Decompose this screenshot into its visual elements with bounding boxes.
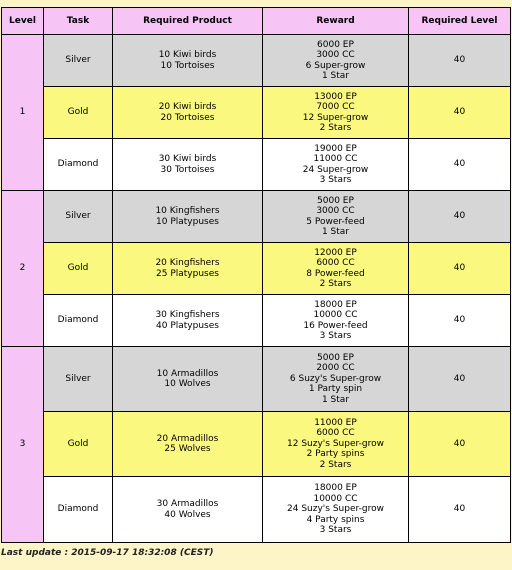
quest-table xyxy=(1,7,511,543)
cell-line: 40 Wolves xyxy=(164,509,211,520)
reward-cell xyxy=(263,347,409,412)
cell-line: 2 Party spins xyxy=(306,449,365,460)
task-cell: Gold xyxy=(44,412,113,477)
cell-line: 18000 EP xyxy=(314,299,357,310)
table-row xyxy=(2,243,511,295)
cell-line: 10 Tortoises xyxy=(160,60,215,71)
cell-line: 3000 CC xyxy=(316,50,355,60)
required-level-cell: 40 xyxy=(409,243,511,295)
cell-line: 11000 EP xyxy=(314,417,357,428)
cell-line: 6000 EP xyxy=(317,39,354,50)
cell-line: 3000 CC xyxy=(316,206,355,216)
header-reward: Reward xyxy=(263,8,409,35)
required-product-cell xyxy=(113,295,263,347)
table-row xyxy=(2,139,511,191)
cell-line: 11000 CC xyxy=(313,154,358,164)
table-row xyxy=(2,477,511,543)
table-row xyxy=(2,191,511,243)
header-level: Level xyxy=(2,8,44,35)
reward-cell xyxy=(263,477,409,543)
cell-line: 10 Kiwi birds xyxy=(158,50,217,60)
cell-line: 20 Kingfishers xyxy=(155,258,220,268)
cell-line: 20 Tortoises xyxy=(160,112,215,123)
required-level-cell: 40 xyxy=(409,87,511,139)
reward-cell xyxy=(263,139,409,191)
cell-line: 30 Kingfishers xyxy=(155,310,220,320)
cell-line: 10 Wolves xyxy=(164,379,211,389)
cell-line: 3 Stars xyxy=(319,525,352,536)
cell-line: 12000 EP xyxy=(314,247,357,258)
task-cell: Gold xyxy=(44,87,113,139)
required-level-cell: 40 xyxy=(409,477,511,543)
reward-cell xyxy=(263,243,409,295)
required-product-cell xyxy=(113,191,263,243)
required-product-cell xyxy=(113,87,263,139)
reward-cell xyxy=(263,412,409,477)
task-cell: Diamond xyxy=(44,477,113,543)
cell-line: 20 Kiwi birds xyxy=(158,102,217,112)
cell-line: 10000 CC xyxy=(313,493,358,504)
task-cell: Diamond xyxy=(44,139,113,191)
cell-line: 13000 EP xyxy=(314,91,357,102)
table-row xyxy=(2,295,511,347)
cell-line: 30 Tortoises xyxy=(160,164,215,175)
required-level-cell: 40 xyxy=(409,139,511,191)
cell-line: 6 Super-grow xyxy=(305,60,366,71)
header-required-level: Required Level xyxy=(409,8,511,35)
required-level-cell: 40 xyxy=(409,191,511,243)
task-cell: Gold xyxy=(44,243,113,295)
header-task: Task xyxy=(44,8,113,35)
task-cell: Silver xyxy=(44,191,113,243)
table-row xyxy=(2,87,511,139)
cell-line: 1 Star xyxy=(321,227,350,237)
reward-cell xyxy=(263,295,409,347)
reward-cell xyxy=(263,87,409,139)
cell-line: 6 Suzy's Super-grow xyxy=(289,373,382,384)
cell-line: 30 Armadillos xyxy=(156,499,219,509)
task-cell: Silver xyxy=(44,35,113,87)
required-level-cell: 40 xyxy=(409,412,511,477)
cell-line: 1 Star xyxy=(321,394,350,405)
required-level-cell: 40 xyxy=(409,295,511,347)
cell-line: 19000 EP xyxy=(314,143,357,154)
cell-line: 7000 CC xyxy=(316,102,355,112)
cell-line: 5000 EP xyxy=(317,352,354,363)
cell-line: 8 Power-feed xyxy=(306,268,365,279)
table-row xyxy=(2,412,511,477)
cell-line: 24 Suzy's Super-grow xyxy=(287,504,384,515)
cell-line: 5000 EP xyxy=(317,195,354,206)
cell-line: 20 Armadillos xyxy=(156,433,219,444)
cell-line: 24 Super-grow xyxy=(302,164,369,175)
cell-line: 30 Kiwi birds xyxy=(158,154,217,164)
cell-line: 10 Platypuses xyxy=(156,216,219,227)
level-cell: 1 xyxy=(2,35,44,191)
cell-line: 12 Suzy's Super-grow xyxy=(287,438,384,449)
cell-line: 6000 CC xyxy=(316,258,355,268)
cell-line: 25 Wolves xyxy=(164,444,211,454)
cell-line: 12 Super-grow xyxy=(302,112,369,123)
required-level-cell: 40 xyxy=(409,35,511,87)
required-product-cell xyxy=(113,35,263,87)
cell-line: 2 Stars xyxy=(319,459,352,470)
header-required-product: Required Product xyxy=(113,8,263,35)
table-row xyxy=(2,347,511,412)
cell-line: 3 Stars xyxy=(319,175,352,185)
cell-line: 25 Platypuses xyxy=(156,268,219,279)
required-product-cell xyxy=(113,412,263,477)
cell-line: 5 Power-feed xyxy=(306,216,365,227)
last-update-text: Last update : 2015-09-17 18:32:08 (CEST) xyxy=(1,548,214,558)
cell-line: 1 Party spin xyxy=(308,384,363,395)
task-cell: Diamond xyxy=(44,295,113,347)
cell-line: 3 Stars xyxy=(319,331,352,341)
cell-line: 18000 EP xyxy=(314,483,357,494)
required-product-cell xyxy=(113,347,263,412)
required-product-cell xyxy=(113,139,263,191)
task-cell: Silver xyxy=(44,347,113,412)
cell-line: 1 Star xyxy=(321,71,350,81)
table-row xyxy=(2,35,511,87)
cell-line: 2 Stars xyxy=(319,123,352,133)
level-cell: 2 xyxy=(2,191,44,347)
cell-line: 4 Party spins xyxy=(306,514,365,525)
required-level-cell: 40 xyxy=(409,347,511,412)
required-product-cell xyxy=(113,243,263,295)
level-cell: 3 xyxy=(2,347,44,543)
cell-line: 10000 CC xyxy=(313,310,358,320)
cell-line: 10 Kingfishers xyxy=(155,206,220,216)
cell-line: 16 Power-feed xyxy=(303,320,368,331)
required-product-cell xyxy=(113,477,263,543)
cell-line: 6000 CC xyxy=(316,428,355,439)
cell-line: 2 Stars xyxy=(319,279,352,289)
header-row xyxy=(2,8,511,35)
table-body xyxy=(2,35,511,543)
cell-line: 2000 CC xyxy=(316,363,355,374)
cell-line: 10 Armadillos xyxy=(156,368,219,379)
reward-cell xyxy=(263,35,409,87)
cell-line: 40 Platypuses xyxy=(156,320,219,331)
reward-cell xyxy=(263,191,409,243)
